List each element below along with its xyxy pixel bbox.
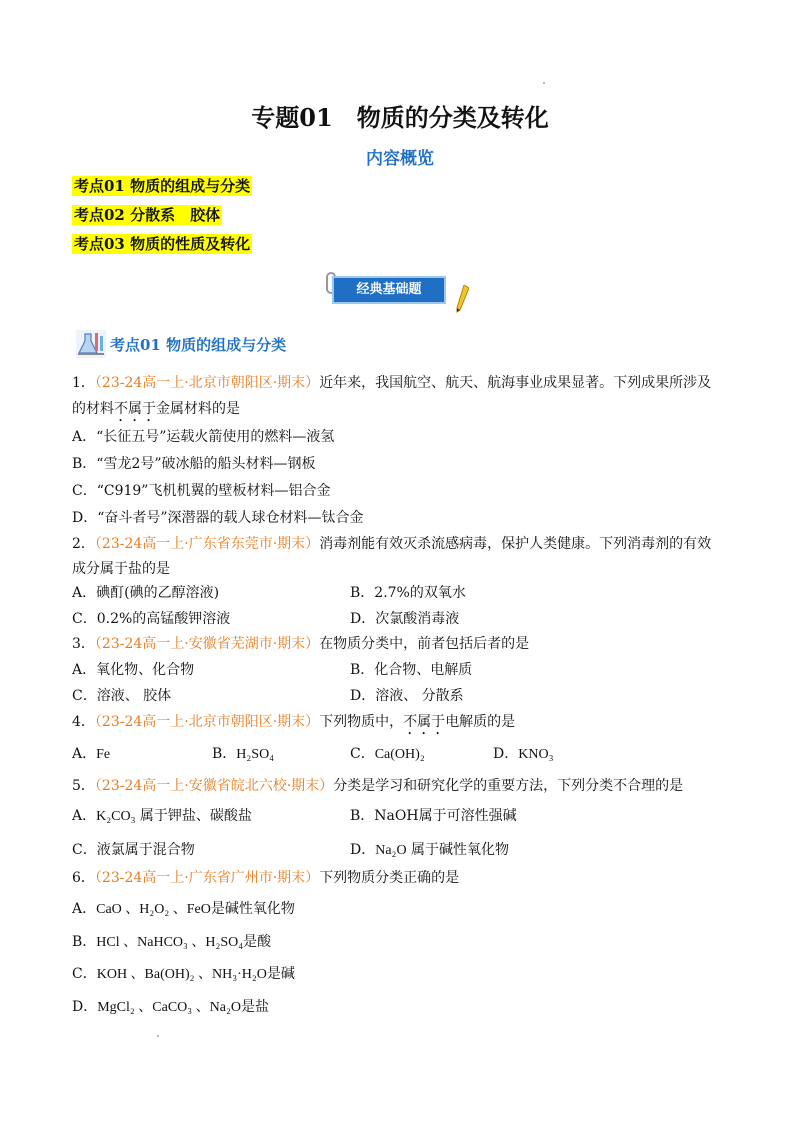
formula: KNO₃ bbox=[518, 747, 554, 762]
q2-option-d[interactable]: D．次氯酸消毒液 bbox=[350, 611, 460, 627]
question-source: （23-24高一上·安徽省皖北六校·期末） bbox=[94, 778, 334, 794]
question-6 bbox=[72, 868, 459, 888]
q5-option-b[interactable]: B．NaOH属于可溶性强碱 bbox=[350, 808, 517, 824]
q6-option-d[interactable]: D．MgCl₂ 、CaCO₃ 、Na₂O是盐 bbox=[72, 999, 269, 1015]
question-source: （23-24高一上·北京市朝阳区·期末） bbox=[94, 375, 320, 391]
q5-option-a[interactable]: A．K₂CO₃ 属于钾盐、碳酸盐 bbox=[72, 808, 252, 824]
question-number: 1． bbox=[72, 375, 95, 391]
formula: Fe bbox=[96, 747, 111, 762]
question-source: （23-24高一上·广东省广州市·期末） bbox=[94, 870, 320, 886]
question-5 bbox=[72, 776, 683, 796]
formula: KOH 、Ba(OH)₂ 、NH₃·H₂O bbox=[96, 967, 267, 982]
q6-option-c[interactable]: C．KOH 、Ba(OH)₂ 、NH₃·H₂O是碱 bbox=[72, 966, 295, 982]
page-title: 专题01 物质的分类及转化 bbox=[251, 103, 549, 132]
question-number: 3． bbox=[72, 636, 95, 652]
question-2 bbox=[72, 534, 711, 554]
question-source: （23-24高一上·北京市朝阳区·期末） bbox=[94, 714, 320, 730]
pencil-icon bbox=[455, 285, 469, 313]
toc-item-3[interactable]: 考点03 物质的性质及转化 bbox=[74, 235, 251, 253]
q5-option-c[interactable]: C．液氯属于混合物 bbox=[72, 842, 195, 858]
banner-label: 经典基础题 bbox=[332, 276, 446, 304]
q1-option-c[interactable]: C．“C919”飞机机翼的壁板材料—铝合金 bbox=[72, 483, 331, 499]
formula: MgCl₂ 、CaCO₃ 、Na₂O bbox=[97, 1000, 241, 1015]
question-number: 2． bbox=[72, 536, 95, 552]
q3-option-c[interactable]: C．溶液、 胶体 bbox=[72, 688, 172, 704]
q4-option-d[interactable]: D．KNO₃ bbox=[493, 746, 554, 762]
question-stem: 分类是学习和研究化学的重要方法，下列分类不合理的是 bbox=[333, 778, 684, 794]
section-label: 考点01 物质的组成与分类 bbox=[110, 336, 287, 354]
q4-option-a[interactable]: A．Fe bbox=[72, 746, 111, 762]
formula: Ca(OH)₂ bbox=[374, 747, 425, 762]
toc-item-1[interactable]: 考点01 物质的组成与分类 bbox=[74, 177, 251, 195]
question-2-stem-cont: 成分属于盐的是 bbox=[72, 561, 170, 577]
question-stem: 下列物质分类正确的是 bbox=[319, 870, 460, 886]
formula: HCl 、NaHCO₃ 、H₂SO₄ bbox=[96, 935, 244, 950]
q1-option-d[interactable]: D．“奋斗者号”深潜器的载人球仓材料—钛合金 bbox=[72, 510, 364, 526]
q3-option-d[interactable]: D．溶液、 分散系 bbox=[350, 688, 464, 704]
speck bbox=[157, 1035, 159, 1037]
q1-option-a[interactable]: A．“长征五号”运载火箭使用的燃料—液氢 bbox=[72, 429, 335, 445]
formula: CaO 、H₂O₂ 、FeO bbox=[96, 902, 211, 917]
question-4: 4．（23-24高一上·北京市朝阳区·期末）下列物质中，不属于电解质的是 bbox=[72, 714, 516, 730]
q6-option-b[interactable]: B．HCl 、NaHCO₃ 、H₂SO₄是酸 bbox=[72, 934, 272, 950]
question-1 bbox=[72, 373, 711, 393]
formula: Na₂O bbox=[375, 843, 407, 858]
formula: K₂CO₃ bbox=[96, 809, 136, 824]
q3-option-a[interactable]: A．氧化物、化合物 bbox=[72, 662, 195, 678]
q3-option-b[interactable]: B．化合物、电解质 bbox=[350, 662, 473, 678]
section-banner bbox=[326, 272, 450, 306]
q4-option-c[interactable]: C．Ca(OH)₂ bbox=[350, 746, 425, 762]
question-stem: 在物质分类中，前者包括后者的是 bbox=[319, 636, 530, 652]
q6-option-a[interactable]: A．CaO 、H₂O₂ 、FeO是碱性氧化物 bbox=[72, 901, 295, 917]
question-stem: 近年来，我国航空、航天、航海事业成果显著。下列成果所涉及 bbox=[319, 375, 712, 391]
toc-item-2[interactable]: 考点02 分散系 胶体 bbox=[74, 206, 221, 224]
q1-option-b[interactable]: B．“雪龙2号”破冰船的船头材料—钢板 bbox=[72, 456, 316, 472]
q2-option-a[interactable]: A．碘酊(碘的乙醇溶液) bbox=[72, 585, 220, 601]
q2-option-c[interactable]: C．0.2%的高锰酸钾溶液 bbox=[72, 611, 231, 627]
question-number: 4． bbox=[72, 714, 95, 730]
emphasis-text: 不属于 bbox=[403, 714, 446, 730]
question-number: 6． bbox=[72, 870, 95, 886]
question-number: 5． bbox=[72, 778, 95, 794]
q5-option-d[interactable]: D．Na₂O 属于碱性氧化物 bbox=[350, 842, 510, 858]
question-source: （23-24高一上·广东省东莞市·期末） bbox=[94, 536, 320, 552]
emphasis-text: 不属于 bbox=[114, 401, 156, 417]
speck bbox=[543, 82, 545, 84]
question-stem: 消毒剂能有效灭杀流感病毒，保护人类健康。下列消毒剂的有效 bbox=[319, 536, 712, 552]
formula: H₂SO₄ bbox=[236, 747, 275, 762]
question-3 bbox=[72, 634, 529, 654]
q4-option-b[interactable]: B．H₂SO₄ bbox=[212, 746, 275, 762]
flask-icon bbox=[76, 330, 106, 358]
question-1-stem-cont: 的材料不属于金属材料的是 bbox=[72, 401, 240, 417]
q2-option-b[interactable]: B．2.7%的双氧水 bbox=[350, 585, 466, 601]
question-source: （23-24高一上·安徽省芜湖市·期末） bbox=[94, 636, 320, 652]
overview-heading: 内容概览 bbox=[366, 149, 434, 169]
